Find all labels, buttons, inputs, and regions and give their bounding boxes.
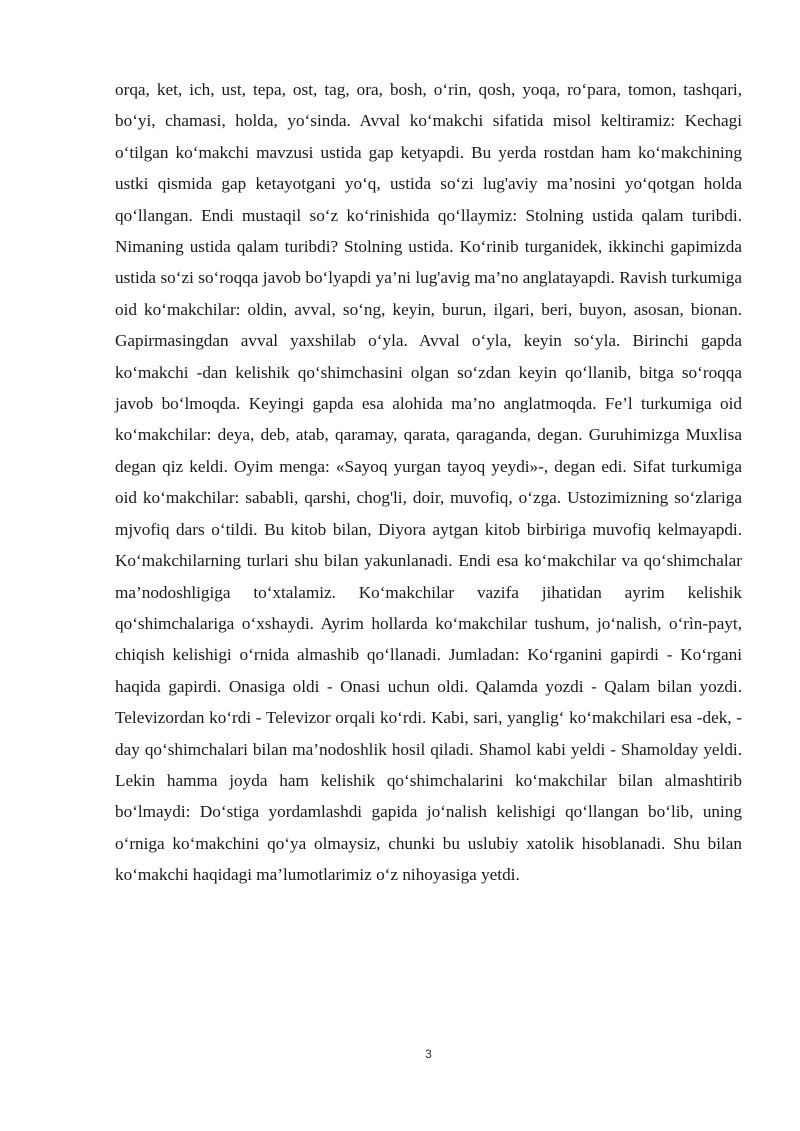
page-number: 3 — [425, 1047, 432, 1061]
body-paragraph: orqa, ket, ich, ust, tepa, ost, tag, ora, bosh, o‘rin, qosh, yoqa, ro‘para, tomon, tashqari, bo‘yi, chamasi, holda, yo‘sinda. Avval ko‘makchi sifatida misol keltiramiz: Kechagi o‘tilgan ko‘makchi mavzusi ustida gap ketyapdi. Bu yerda rostdan ham ko‘makchining ustki qismida gap ketayotgani yo‘q, ustida so‘zi lug'aviy ma’nosini yo‘qotgan holda qo‘llangan. Endi mustaqil so‘z ko‘rinishida qo‘llaymiz: Stolning ustida qalam turibdi. Nimaning ustida qalam turibdi? Stolning ustida. Ko‘rinib turganidek, ikkinchi gapimizda ustida so‘zi so‘roqqa javob bo‘lyapdi ya’ni lug'avig ma’no anglatayapdi. Ravish turkumiga oid ko‘makchilar: oldin, avval, so‘ng, keyin, burun, ilgari, beri, buyon, asosan, bionan. Gapirmasingdan avval yaxshilab o‘yla. Avval o‘yla, keyin so‘yla. Birinchi gapda ko‘makchi -dan kelishik qo‘shimchasini olgan so‘zdan keyin qo‘llanib, bitga so‘roqqa javob bo‘lmoqda. Keyingi gapda esa alohida ma’no anglatmoqda. Fe’l turkumiga oid ko‘makchilar: deya, deb, atab, qaramay, qarata, qaraganda, degan. Guruhimizga Muxlisa degan qiz keldi. Oyim menga: «Sayoq yurgan tayoq yeydi»-, degan edi. Sifat turkumiga oid ko‘makchilar: sababli, qarshi, chog'li, doir, muvofiq, o‘zga. Ustozimizning so‘zlariga mjvofiq dars o‘tildi. Bu kitob bilan, Diyora aytgan kitob birbiriga muvofiq kelmayapdi. Ko‘makchilarning turlari shu bilan yakunlanadi. Endi esa ko‘makchilar va qo‘shimchalar ma’nodoshligiga to‘xtalamiz. Ko‘makchilar vazifa jihatidan ayrim kelishik qo‘shimchalariga o‘xshaydi. Ayrim hollarda ko‘makchilar tushum, jo‘nalish, o‘rìn-payt, chiqish kelishigi o‘rnida almashib qo‘llanadi. Jumladan: Ko‘rganini gapirdi - Ko‘rgani haqida gapirdi. Onasiga oldi - Onasi uchun oldi. Qalamda yozdi - Qalam bilan yozdi. Televizordan ko‘rdi - Televizor orqali ko‘rdi. Kabi, sari, yanglig‘ ko‘makchilari esa -dek, -day qo‘shimchalari bilan ma’nodoshlik hosil qiladi. Shamol kabi yeldi - Shamolday yeldi. Lekin hamma joyda ham kelishik qo‘shimchalarini ko‘makchilar bilan almashtirib bo‘lmaydi: Do‘stiga yordamlashdi gapida jo‘nalish kelishigi qo‘llangan bo‘lib, uning o‘rniga ko‘makchini qo‘ya olmaysiz, chunki bu uslubiy xatolik hisoblanadi. Shu bilan ko‘makchi haqidagi ma’lumotlarimiz o‘z nihoyasiga yetdi. — [115, 80, 742, 885]
